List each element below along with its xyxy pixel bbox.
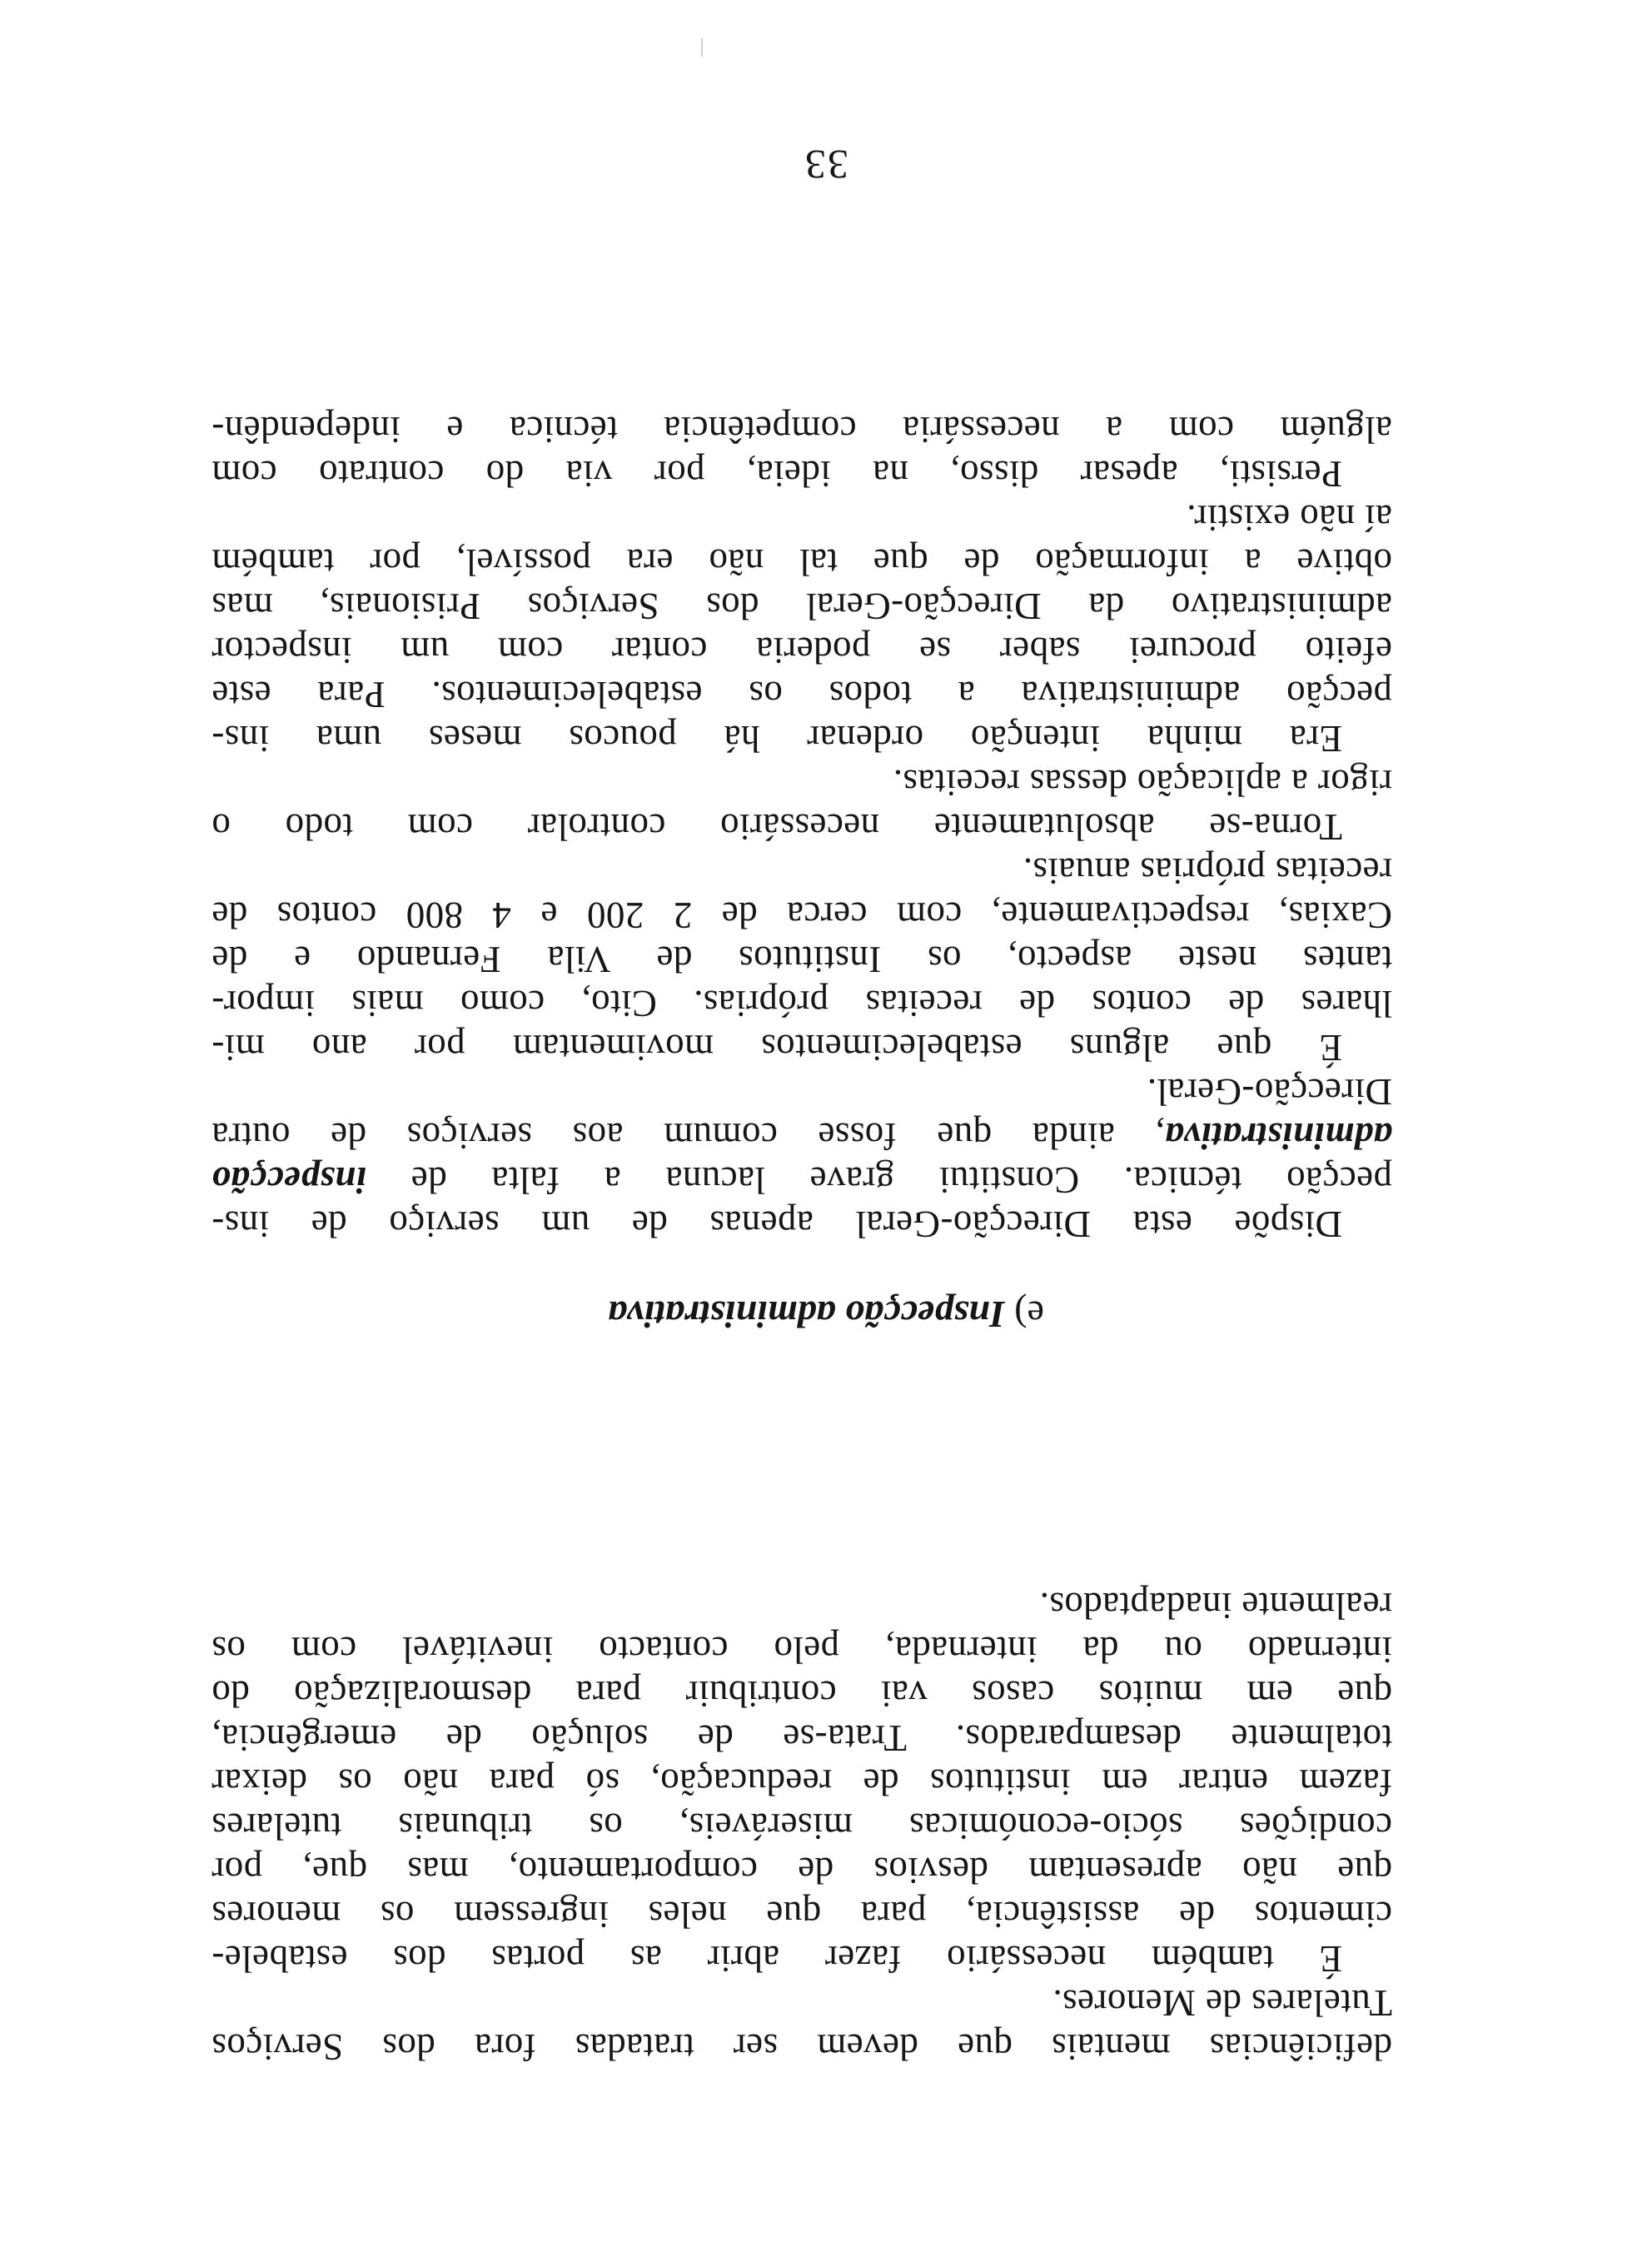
section-body <box>211 407 1392 1246</box>
text-line: Persisti, apesar disso, na ideia, por via do contrato com <box>211 453 1342 495</box>
text-line: lhares de contos de receitas próprias. Cito, como mais impor- <box>211 983 1392 1024</box>
text-line: Dispõe esta Direcção-Geral apenas de um serviço de ins- <box>211 1203 1342 1245</box>
text-line: aí não existir. <box>1186 497 1392 539</box>
text-line: tantes neste aspecto, os Institutos de Vila Fernando e de <box>211 939 1392 980</box>
text-line: realmente inadaptados. <box>1039 1585 1392 1627</box>
text-line: que não apresentam desvios de comportamento, mas que, por <box>211 1850 1392 1891</box>
text-line: rigor a aplicação dessas receitas. <box>893 762 1392 804</box>
text-line: Era minha intenção ordenar há poucos meses uma ins- <box>211 718 1342 760</box>
text-line: Caxias, respectivamente, com cerca de 2 200 e 4 800 contos de <box>211 894 1392 936</box>
text-line: deficiências mentais que devem ser tratadas fora dos Serviços <box>211 2026 1392 2068</box>
text-line: pecção administrativa a todos os estabelecimentos. Para este <box>211 674 1392 715</box>
text-line: É que alguns estabelecimentos movimentam por ano mi- <box>211 1027 1342 1069</box>
text-line: alguém com a necessária competência técnica e independên- <box>211 409 1392 451</box>
text-line: efeito procurei saber se poderia contar com um inspector <box>211 630 1392 671</box>
text-line: obtive a informação de que tal não era possível, por também <box>211 541 1392 583</box>
text-line: É também necessário fazer abrir as portas dos estabele- <box>211 1938 1342 1980</box>
scan-mark <box>701 38 703 57</box>
text-line: totalmente desamparados. Trata-se de solução de emergência, <box>211 1717 1392 1759</box>
text-line: receitas próprias anuais. <box>1023 850 1392 892</box>
text-line: internado ou da internada, pelo contacto inevitável com os <box>211 1629 1392 1671</box>
section-letter: e) <box>1014 1293 1044 1336</box>
text-line: Torna-se absolutamente necessário controlar com todo o <box>211 806 1342 848</box>
section-title: Inspecção administrativa <box>608 1293 1005 1336</box>
continued-paragraph <box>211 1583 1392 2069</box>
text-line: Tutelares de Menores. <box>1052 1982 1392 2024</box>
text-line: fazem entrar em institutos de reeducação, só para não os deixar <box>211 1761 1392 1803</box>
text-line: Direcção-Geral. <box>1147 1071 1392 1113</box>
emphasis: inspecção <box>211 1159 367 1201</box>
section-heading <box>0 1293 1652 1337</box>
text-line: cimentos de assistência, para que neles ingressem os menores <box>211 1894 1392 1936</box>
text-line: condições sócio-económicas miseráveis, os tribunais tutelares <box>211 1806 1392 1847</box>
text-line: que em muitos casos vai contribuir para desmoralização do <box>211 1673 1392 1715</box>
emphasis: administrativa <box>1164 1115 1392 1157</box>
page-number: 33 <box>804 142 848 188</box>
text-line: administrativo da Direcção-Geral dos Serviços Prisionais, mas <box>211 585 1392 627</box>
text-line: pecção técnica. Constitui grave lacuna a falta de inspecção <box>211 1159 1392 1201</box>
text-line: administrativa, ainda que fosse comum aos serviços de outra <box>211 1115 1392 1157</box>
